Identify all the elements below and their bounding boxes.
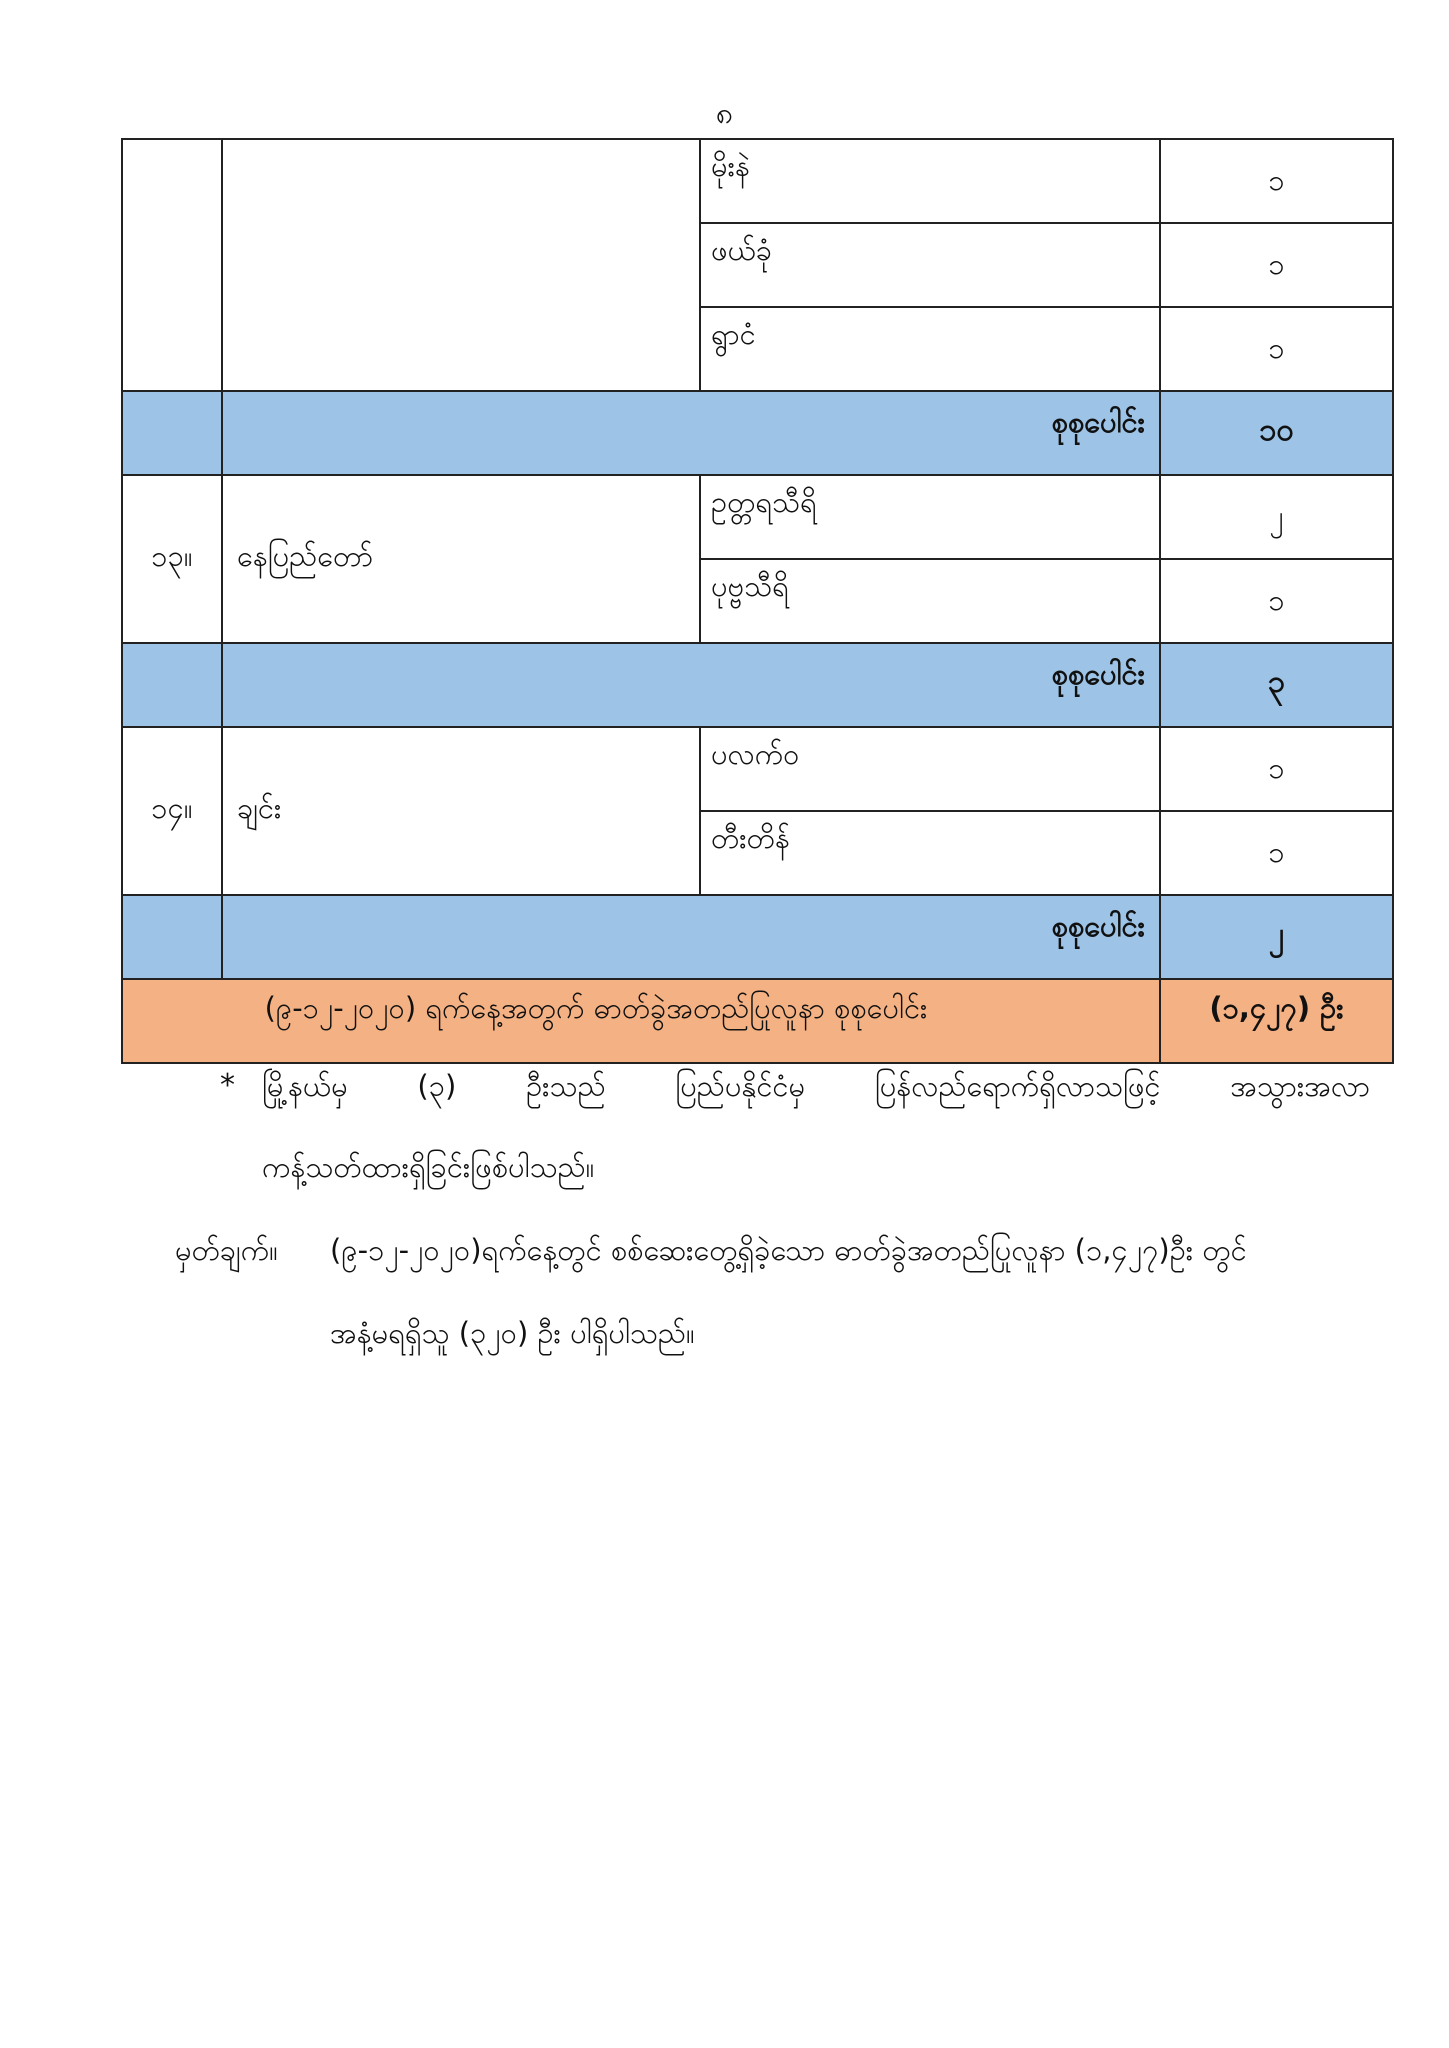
count-cell: ၁ [1160,727,1393,811]
table-row [122,475,1393,559]
footnote-line-1 [262,1068,1370,1111]
count-cell: ၁ [1160,223,1393,307]
township-cell: ဥတ္တရသီရိ [700,475,1160,559]
count-cell: ၂ [1160,475,1393,559]
subtotal-row [122,391,1393,475]
township-cell: ရွာငံ [700,307,1160,391]
grand-total-row [122,979,1393,1063]
footnote-word: မြို့နယ်မှ [262,1069,348,1103]
footnote-word: ပြည်ပနိုင်ငံမှ [675,1069,806,1103]
footnote-line-2: ကန့်သတ်ထားရှိခြင်းဖြစ်ပါသည်။ [262,1150,595,1184]
township-cell: ပုဗ္ဗသီရိ [700,559,1160,643]
township-cell: ပလက်ဝ [700,727,1160,811]
page-number: ၈ [715,96,734,131]
subtotal-value: ၃ [1160,643,1393,727]
count-cell: ၁ [1160,139,1393,223]
subtotal-label: စုစုပေါင်း [222,895,1160,979]
row-number: ၁၃။ [122,475,222,643]
subtotal-label: စုစုပေါင်း [222,391,1160,475]
count-cell: ၁ [1160,559,1393,643]
table-row [122,727,1393,811]
no-cell [122,139,222,391]
footnote-marker: * [220,1068,235,1103]
state-name: နေပြည်တော် [222,475,700,643]
subtotal-empty-cell [122,643,222,727]
remark-line-1: (၉-၁၂-၂၀၂၀)ရက်နေ့တွင် စစ်ဆေးတွေ့ရှိခဲ့သော ဓာတ်ခွဲအတည်ပြုလူနာ (၁,၄၂၇)ဦး တွင် [330,1233,1247,1267]
covid-cases-table [121,138,1394,1064]
remark-line-2: အနံ့မရရှိသူ (၃၂၀) ဦး ပါရှိပါသည်။ [330,1316,695,1350]
remark-label: မှတ်ချက်။ [175,1233,278,1267]
grand-total-label: (၉-၁၂-၂၀၂၀) ရက်နေ့အတွက် ဓာတ်ခွဲအတည်ပြုလူနာ စုစုပေါင်း [122,979,1160,1063]
township-cell: မိုးနဲ [700,139,1160,223]
subtotal-empty-cell [122,391,222,475]
subtotal-empty-cell [122,895,222,979]
row-number: ၁၄။ [122,727,222,895]
state-cell [222,139,700,391]
table-row [122,139,1393,223]
footnote-word: ပြန်လည်ရောက်ရှိလာသဖြင့် [874,1069,1161,1103]
subtotal-row [122,895,1393,979]
footnote-word: ဦးသည် [526,1069,606,1103]
subtotal-value: ၁၀ [1160,391,1393,475]
subtotal-label: စုစုပေါင်း [222,643,1160,727]
count-cell: ၁ [1160,307,1393,391]
subtotal-row [122,643,1393,727]
footnote-word: အသွားအလာ [1230,1069,1370,1103]
footnote-word: (၃) [417,1069,457,1103]
subtotal-value: ၂ [1160,895,1393,979]
grand-total-value: (၁,၄၂၇) ဦး [1160,979,1393,1063]
state-name: ချင်း [222,727,700,895]
township-cell: ဖယ်ခုံ [700,223,1160,307]
count-cell: ၁ [1160,811,1393,895]
township-cell: တီးတိန် [700,811,1160,895]
